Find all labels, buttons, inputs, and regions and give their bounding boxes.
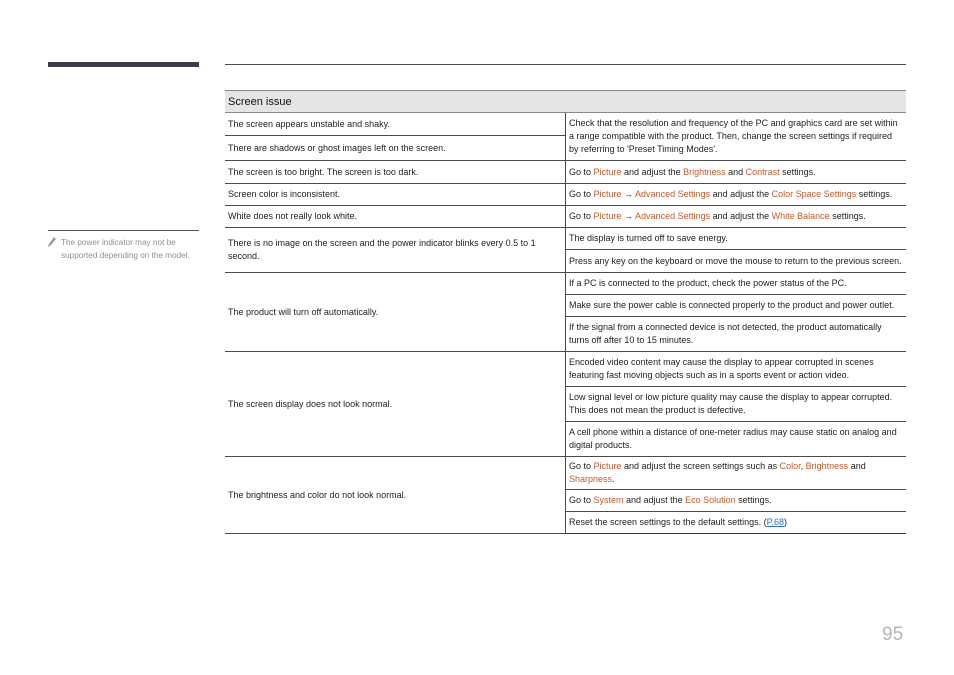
top-divider	[225, 64, 906, 65]
solution-cell: The display is turned off to save energy.	[566, 228, 907, 250]
pencil-note-icon	[48, 237, 56, 247]
menu-white-balance: White Balance	[771, 211, 830, 221]
menu-picture: Picture	[593, 211, 622, 221]
menu-contrast: Contrast	[745, 166, 780, 177]
solution-cell: Go to System and adjust the Eco Solution settings.	[566, 490, 907, 512]
menu-brightness: Brightness	[805, 461, 849, 471]
table-header: Screen issue	[225, 91, 906, 113]
menu-picture: Picture	[593, 166, 622, 177]
solution-cell: Go to Picture and adjust the Brightness and Contrast settings.	[566, 161, 907, 184]
menu-eco-solution: Eco Solution	[685, 495, 736, 505]
menu-advanced-settings: Advanced Settings	[635, 211, 711, 221]
section-marker-bar	[48, 62, 199, 67]
solution-cell: Go to Picture and adjust the screen settings such as Color, Brightness and Sharpness.	[566, 457, 907, 490]
menu-advanced-settings: Advanced Settings	[635, 189, 711, 199]
issue-cell: The screen display does not look normal.	[225, 352, 566, 457]
issue-cell: The brightness and color do not look normal.	[225, 457, 566, 534]
issue-cell: The screen appears unstable and shaky.	[225, 113, 566, 136]
solution-cell: A cell phone within a distance of one-meter radius may cause static on analog and digital products.	[566, 422, 907, 457]
issue-cell: The product will turn off automatically.	[225, 273, 566, 352]
page-reference-link[interactable]: P.68	[766, 517, 784, 527]
issue-cell: White does not really look white.	[225, 206, 566, 228]
issue-cell: The screen is too bright. The screen is too dark.	[225, 161, 566, 184]
solution-cell: Go to Picture → Advanced Settings and adjust the White Balance settings.	[566, 206, 907, 228]
solution-cell: If the signal from a connected device is not detected, the product automatically turns off after 10 to 15 minutes.	[566, 317, 907, 352]
menu-brightness: Brightness	[683, 166, 726, 177]
solution-cell: If a PC is connected to the product, check the power status of the PC.	[566, 273, 907, 295]
solution-cell: Low signal level or low picture quality may cause the display to appear corrupted. This does not mean the product is defective.	[566, 387, 907, 422]
menu-sharpness: Sharpness	[569, 474, 613, 484]
side-note	[48, 230, 199, 262]
menu-picture: Picture	[593, 189, 622, 199]
solution-cell: Reset the screen settings to the default settings. (P.68)	[566, 512, 907, 534]
solution-cell: Go to Picture → Advanced Settings and adjust the Color Space Settings settings.	[566, 184, 907, 206]
menu-system: System	[593, 495, 624, 505]
solution-cell: Check that the resolution and frequency of the PC and graphics card are set within a range compatible with the product. Then, change the screen settings if required by referring to 'Preset Timing Modes'.	[566, 113, 907, 161]
solution-cell: Make sure the power cable is connected properly to the product and power outlet.	[566, 295, 907, 317]
page-number: 95	[882, 624, 904, 645]
issue-cell: Screen color is inconsistent.	[225, 184, 566, 206]
side-note-text: The power indicator may not be supported depending on the model.	[61, 238, 190, 260]
troubleshooting-table	[225, 90, 906, 534]
menu-picture: Picture	[593, 461, 622, 471]
menu-color-space-settings: Color Space Settings	[771, 189, 857, 199]
issue-cell: There is no image on the screen and the power indicator blinks every 0.5 to 1 second.	[225, 228, 566, 273]
menu-color: Color	[779, 461, 801, 471]
issue-cell: There are shadows or ghost images left on the screen.	[225, 136, 566, 161]
solution-cell: Encoded video content may cause the display to appear corrupted in scenes featuring fast moving objects such as in a sports event or action video.	[566, 352, 907, 387]
solution-cell: Press any key on the keyboard or move the mouse to return to the previous screen.	[566, 250, 907, 273]
